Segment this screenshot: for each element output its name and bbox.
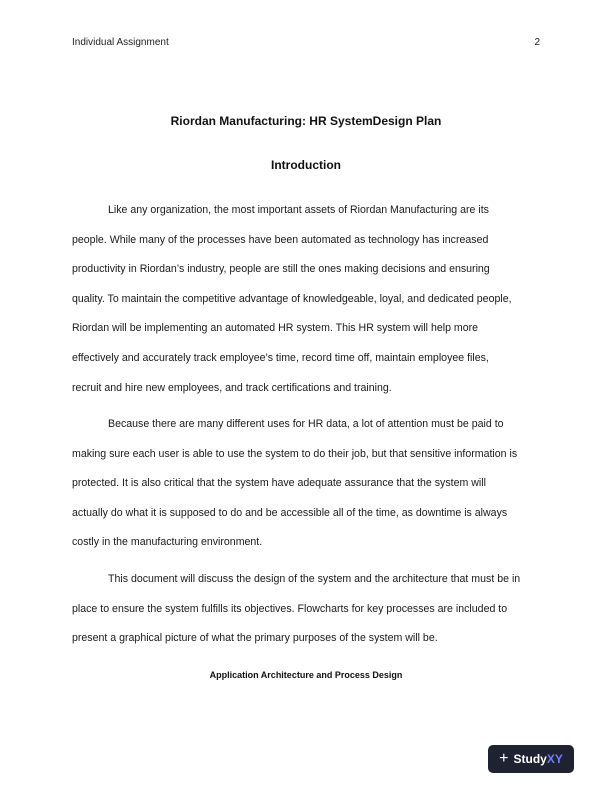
paragraph-line: quality. To maintain the competitive advantage of knowledgeable, loyal, and dedicated people, (72, 292, 512, 305)
introduction-heading: Introduction (271, 158, 341, 172)
paragraph-line: recruit and hire new employees, and track certifications and training. (72, 381, 392, 394)
paragraph-line: making sure each user is able to use the system to do their job, but that sensitive information is (72, 447, 518, 460)
paragraph-3 (72, 565, 540, 654)
paragraph-line: This document will discuss the design of the system and the architecture that must be in (108, 573, 521, 585)
watermark-brand: Study (513, 752, 547, 766)
paragraph-line: Because there are many different uses for HR data, a lot of attention must be paid to (108, 418, 504, 430)
paragraph-line: costly in the manufacturing environment. (72, 536, 263, 549)
paragraph-line: effectively and accurately track employee’s time, record time off, maintain employee files, (72, 351, 489, 364)
watermark-brand-accent: XY (546, 752, 563, 766)
document-title: Riordan Manufacturing: HR SystemDesign Plan (170, 114, 442, 128)
paragraph-line: people. While many of the processes have been automated as technology has increased (72, 233, 489, 246)
studyxy-watermark (488, 745, 574, 773)
page-number: 2 (534, 37, 540, 48)
paragraph-line: protected. It is also critical that the system have adequate assurance that the system will (72, 477, 486, 490)
paragraph-line: productivity in Riordan’s industry, people are still the ones making decisions and ensuring (72, 263, 490, 276)
paragraph-line: actually do what it is supposed to do and be accessible all of the time, as downtime is always (72, 506, 508, 519)
paragraph-line: Like any organization, the most important assets of Riordan Manufacturing are its (108, 204, 489, 216)
architecture-subheading: Application Architecture and Process Design (209, 670, 403, 680)
paragraph-1 (72, 196, 540, 403)
paragraph-line: Riordan will be implementing an automated HR system. This HR system will help more (72, 322, 479, 335)
paragraph-2 (72, 410, 540, 558)
plus-icon: + (499, 750, 509, 767)
paragraph-line: present a graphical picture of what the primary purposes of the system will be. (72, 632, 438, 645)
running-head-title: Individual Assignment (72, 37, 169, 48)
running-head (72, 37, 540, 48)
paragraph-line: place to ensure the system fulfills its objectives. Flowcharts for key processes are included to (72, 602, 508, 615)
